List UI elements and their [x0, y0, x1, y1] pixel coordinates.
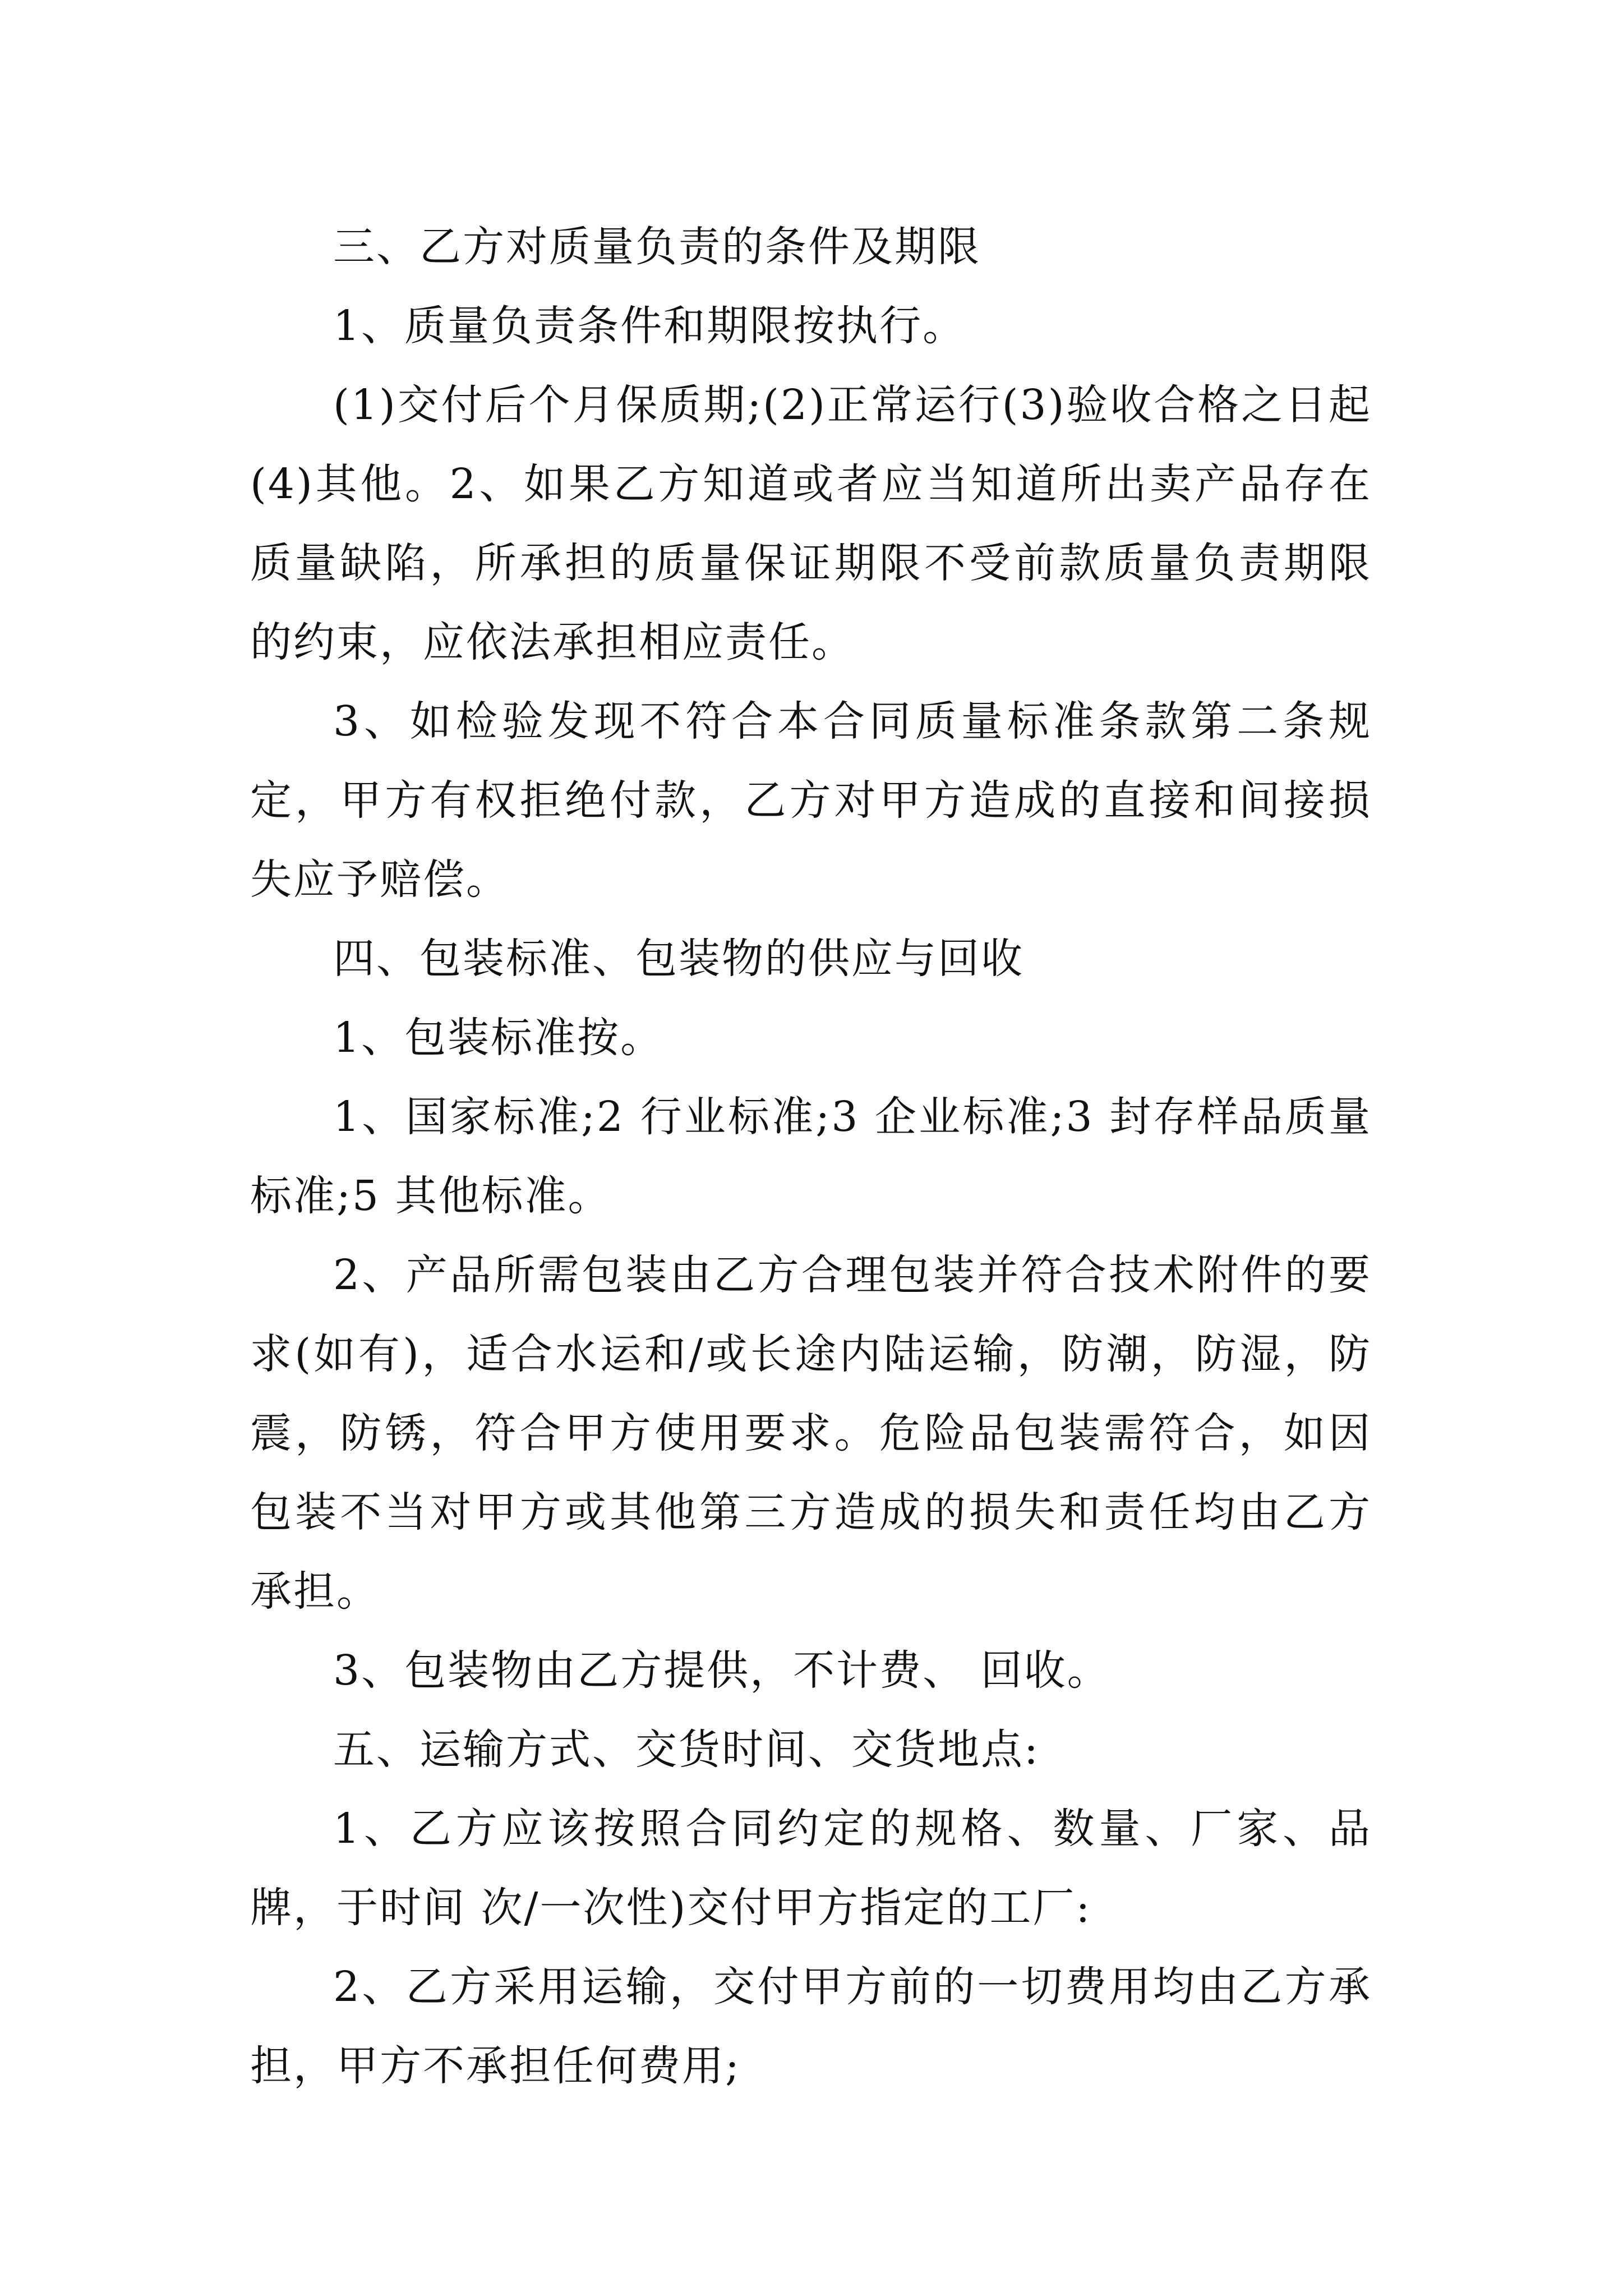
section-heading-5: 五、运输方式、交货时间、交货地点:: [333, 1726, 1040, 1774]
section-heading-4: 四、包装标准、包装物的供应与回收: [333, 935, 1024, 983]
paragraph: 1、包装标准按。: [333, 1014, 664, 1062]
paragraph: 1、国家标准;2 行业标准;3 企业标准;3 封存样品质量标准;5 其他标准。: [250, 1093, 1372, 1220]
paragraph: 1、质量负责条件和期限按执行。: [333, 302, 966, 350]
paragraph: 2、产品所需包装由乙方合理包装并符合技术附件的要求(如有)，适合水运和/或长途内陆运输，防潮，防湿，防震，防锈，符合甲方使用要求。危险品包装需符合，如因包装不当对甲方或其他第三方造成的损失和责任均由乙方承担。: [250, 1251, 1372, 1616]
paragraph: (1)交付后个月保质期;(2)正常运行(3)验收合格之日起(4)其他。2、如果乙方知道或者应当知道所出卖产品存在质量缺陷，所承担的质量保证期限不受前款质量负责期限的约束，应依法承担相应责任。: [250, 381, 1372, 666]
paragraph: 3、如检验发现不符合本合同质量标准条款第二条规定，甲方有权拒绝付款，乙方对甲方造成的直接和间接损失应予赔偿。: [250, 697, 1372, 904]
paragraph: 3、包装物由乙方提供，不计费、 回收。: [333, 1646, 1110, 1695]
section-heading-3: 三、乙方对质量负责的条件及期限: [333, 223, 981, 271]
document-body: [250, 208, 1372, 2106]
paragraph: 2、乙方采用运输，交付甲方前的一切费用均由乙方承担，甲方不承担任何费用;: [250, 1963, 1372, 2090]
paragraph: 1、乙方应该按照合同约定的规格、数量、厂家、品牌，于时间 次/一次性)交付甲方指定的工厂:: [250, 1805, 1372, 1932]
